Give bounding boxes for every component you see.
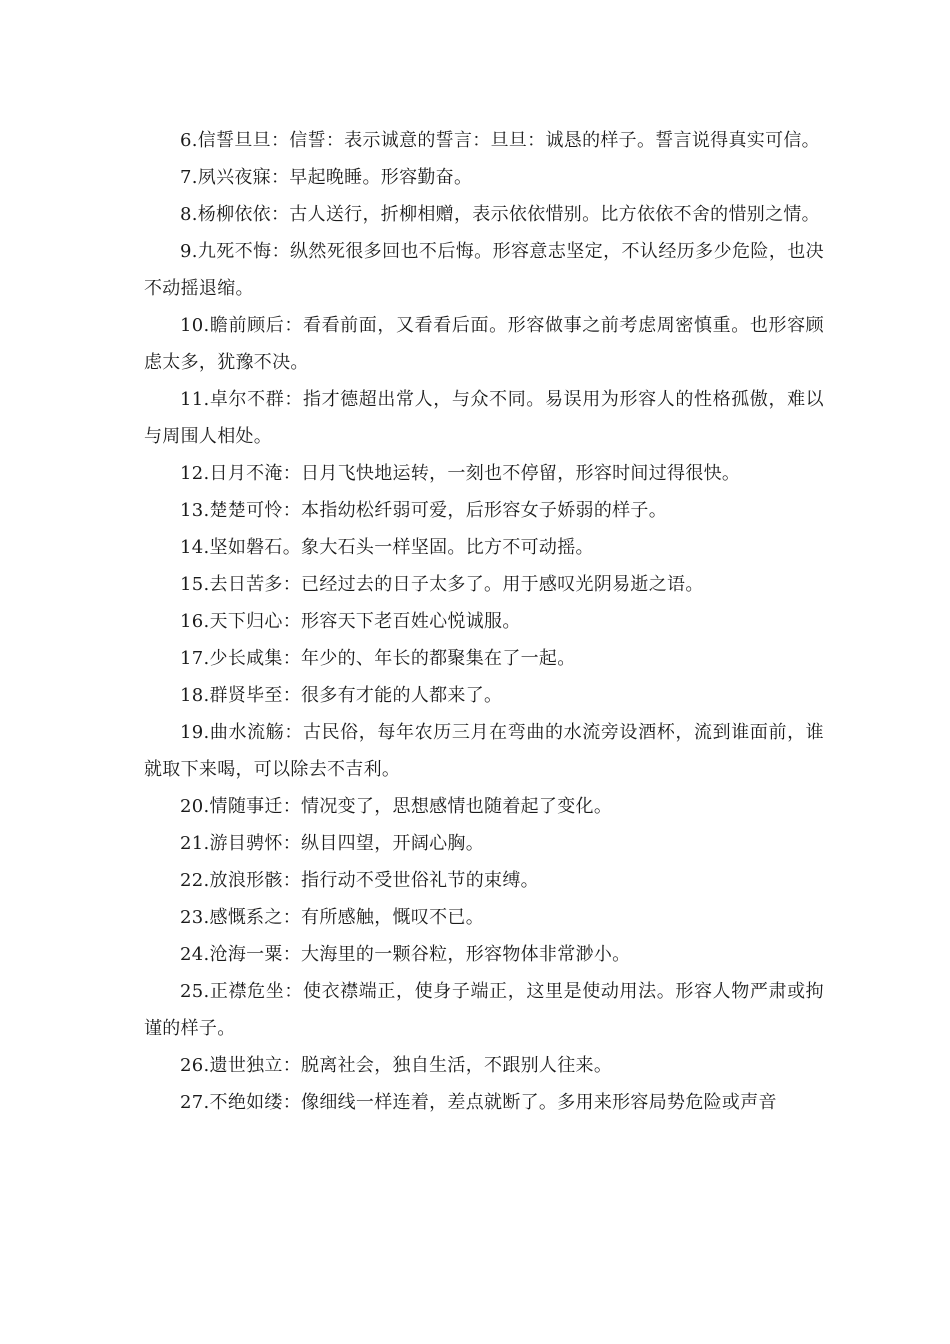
idiom-entry-26: 26.遗世独立：脱离社会，独自生活，不跟别人往来。 xyxy=(180,1055,613,1076)
idiom-entry-7: 7.夙兴夜寐：早起晚睡。形容勤奋。 xyxy=(180,167,473,188)
idiom-entry-18: 18.群贤毕至：很多有才能的人都来了。 xyxy=(180,685,503,706)
idiom-list xyxy=(144,122,824,1121)
idiom-entry-27: 27.不绝如缕：像细线一样连着，差点就断了。多用来形容局势危险或声音 xyxy=(180,1092,777,1113)
idiom-entry-20: 20.情随事迁：情况变了，思想感情也随着起了变化。 xyxy=(180,796,613,817)
idiom-entry-25: 25.正襟危坐：使衣襟端正，使身子端正，这里是使动用法。形容人物严肃或拘谨的样子。 xyxy=(144,981,824,1039)
idiom-entry-22: 22.放浪形骸：指行动不受世俗礼节的束缚。 xyxy=(180,870,539,891)
idiom-entry-16: 16.天下归心：形容天下老百姓心悦诚服。 xyxy=(180,611,521,632)
idiom-entry-24: 24.沧海一粟：大海里的一颗谷粒，形容物体非常渺小。 xyxy=(180,944,631,965)
idiom-entry-8: 8.杨柳依依：古人送行，折柳相赠，表示依依惜别。比方依依不舍的惜别之情。 xyxy=(180,204,820,225)
idiom-entry-21: 21.游目骋怀：纵目四望，开阔心胸。 xyxy=(180,833,485,854)
idiom-entry-12: 12.日月不淹：日月飞快地运转，一刻也不停留，形容时间过得很快。 xyxy=(180,463,741,484)
idiom-entry-13: 13.楚楚可怜：本指幼松纤弱可爱，后形容女子娇弱的样子。 xyxy=(180,500,668,521)
idiom-entry-6: 6.信誓旦旦：信誓：表示诚意的誓言：旦旦：诚恳的样子。誓言说得真实可信。 xyxy=(180,130,820,151)
idiom-entry-10: 10.瞻前顾后：看看前面，又看看后面。形容做事之前考虑周密慎重。也形容顾虑太多，犹豫不决。 xyxy=(144,315,824,373)
idiom-entry-23: 23.感慨系之：有所感触，慨叹不已。 xyxy=(180,907,485,928)
idiom-entry-9: 9.九死不悔：纵然死很多回也不后悔。形容意志坚定，不认经历多少危险，也决不动摇退缩。 xyxy=(144,241,824,299)
idiom-entry-15: 15.去日苦多：已经过去的日子太多了。用于感叹光阴易逝之语。 xyxy=(180,574,704,595)
idiom-entry-14: 14.坚如磐石。象大石头一样坚固。比方不可动摇。 xyxy=(180,537,594,558)
idiom-entry-11: 11.卓尔不群：指才德超出常人，与众不同。易误用为形容人的性格孤傲，难以与周围人相处。 xyxy=(144,389,824,447)
idiom-entry-17: 17.少长咸集：年少的、年长的都聚集在了一起。 xyxy=(180,648,576,669)
idiom-entry-19: 19.曲水流觞：古民俗，每年农历三月在弯曲的水流旁设酒杯，流到谁面前，谁就取下来喝，可以除去不吉利。 xyxy=(144,722,824,780)
